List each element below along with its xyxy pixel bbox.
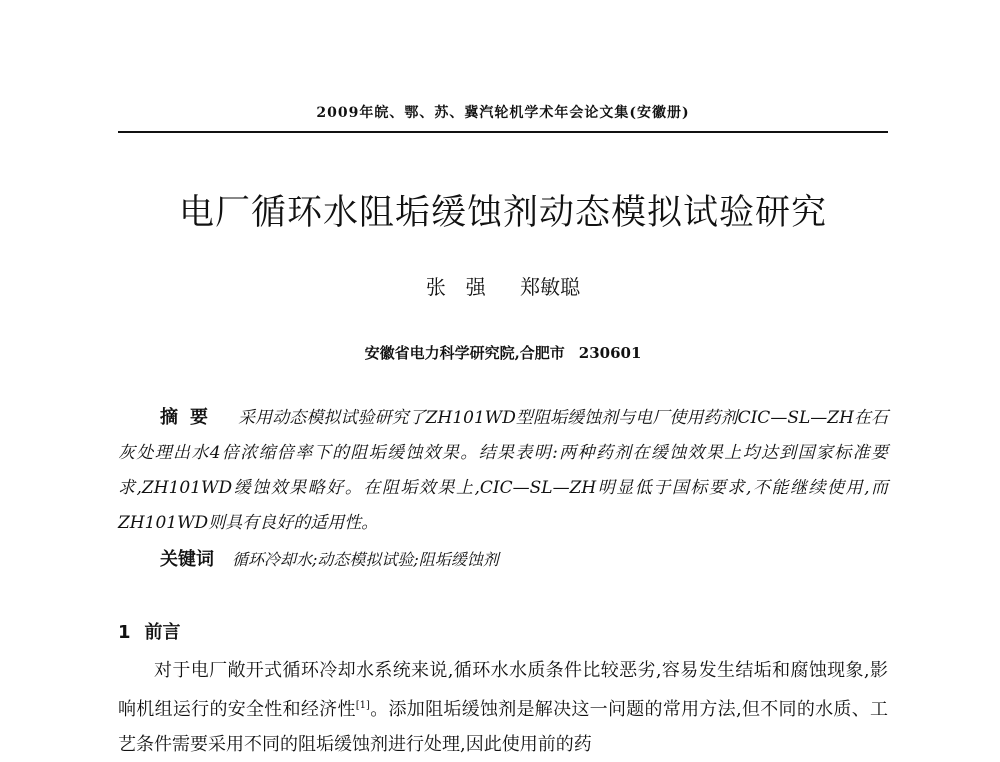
postal-code: 230601	[578, 344, 642, 362]
body-paragraph	[118, 653, 888, 762]
running-header: 2009年皖、鄂、苏、冀汽轮机学术年会论文集(安徽册)	[316, 105, 690, 121]
header-rule	[118, 131, 888, 133]
author-list	[118, 271, 888, 300]
body-text-part: 对于电厂敞开式循环冷却水系统来说,循环水水质条件比较恶劣,容易发生结垢和腐蚀现象,影响机组运行的安全性和经济性	[118, 660, 888, 720]
keywords	[160, 545, 499, 571]
paper-title: 电厂循环水阻垢缓蚀剂动态模拟试验研究	[178, 193, 827, 233]
author-name: 张 强	[425, 275, 486, 299]
abstract-label: 摘要	[160, 407, 221, 428]
body-text-part: 。添加阻垢缓蚀剂是解决这一问题的常用方法,但不同的水质、工艺条件需要采用不同的阻垢缓蚀剂进行处理,因此使用前的药	[118, 699, 889, 755]
section-title: 前言	[144, 622, 181, 643]
affiliation-name: 安徽省电力科学研究院,合肥市	[364, 344, 565, 362]
affiliation	[118, 342, 888, 363]
abstract-text: 采用动态模拟试验研究了ZH101WD型阻垢缓蚀剂与电厂使用药剂CIC—SL—ZH在石灰处理出水4倍浓缩倍率下的阻垢缓蚀效果。结果表明:两种药剂在缓蚀效果上均达到国家标准要求,ZH101WD缓蚀效果略好。在阻垢效果上,CIC—SL—ZH明显低于国标要求,不能继续使用,而ZH101WD则具有良好的适用性。	[118, 408, 888, 533]
abstract	[118, 400, 888, 541]
citation-ref: [1]	[355, 700, 370, 711]
keywords-text: 循环冷却水;动态模拟试验;阻垢缓蚀剂	[232, 550, 499, 569]
author-name: 郑敏聪	[520, 275, 581, 299]
section-heading	[118, 618, 181, 644]
keywords-label: 关键词	[160, 549, 214, 570]
section-number: 1	[118, 622, 131, 643]
